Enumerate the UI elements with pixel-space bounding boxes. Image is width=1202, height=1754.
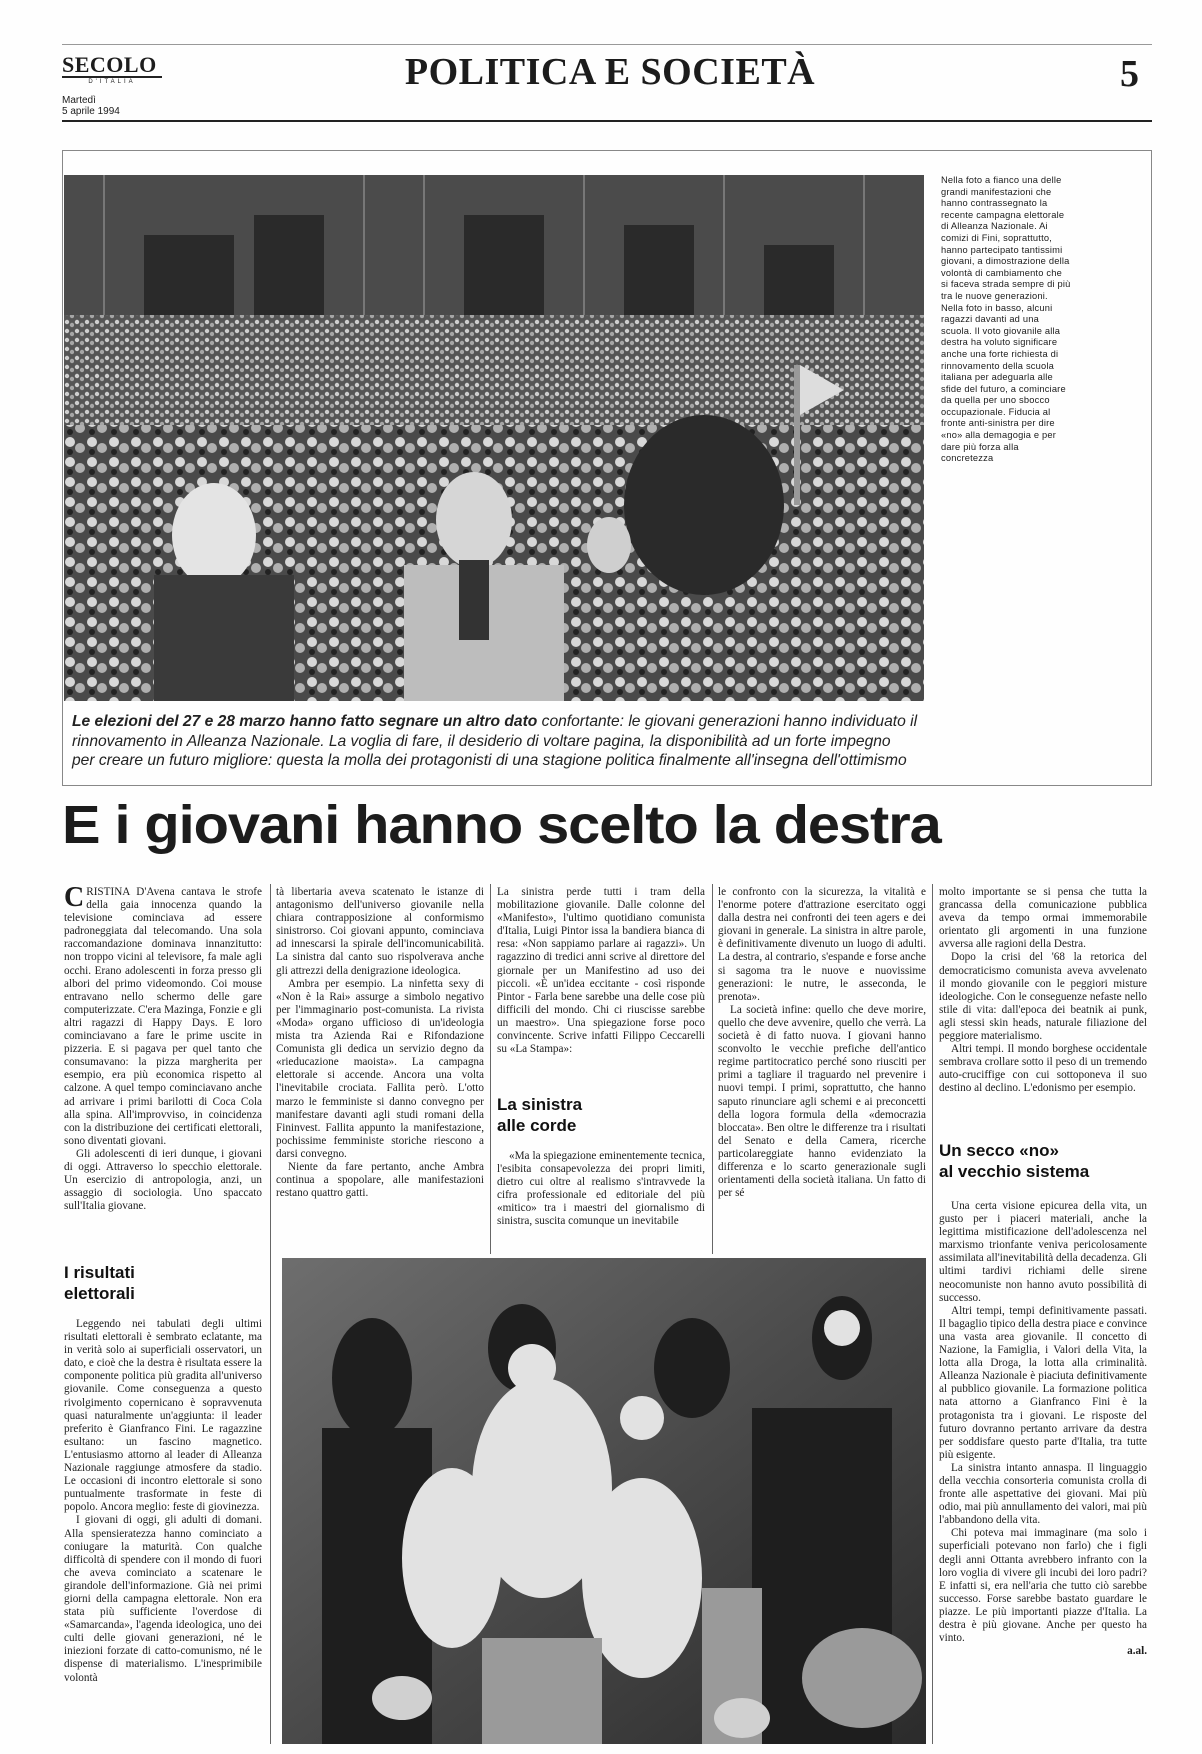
col5-p7: Chi poteva mai immaginare (ma solo i superficiali potevano non farlo) che i figli degli anni Ottanta avrebbero infranto con la loro voglia di vivere gli incubi dei loro padri? E infatti si, era nell'aria che tutto ciò sarebbe successo. Forse sarebbe bastato guardare le piazze. Le più importanti piazze d'Italia. La destra è più giovane. Anche per questo ha vinto. <box>939 1527 1147 1645</box>
column-rule-1 <box>270 884 271 1254</box>
headline: E i giovani hanno scelto la destra <box>62 795 941 855</box>
col4-p1: le confronto con la sicurezza, la vitalità e l'enorme potere d'attrazione esercitato oggi dalla destra nei confronti dei teen agers e dei giovani in generale. La sinistra in altre parole, è definitivamente divenuto un luogo di adulti. La destra, al contrario, s'espande e forse anche si sagoma tra le nuove e nuovissime generazioni: le nutre, le asseconda, le prenota». <box>718 886 926 1003</box>
article-column-4 <box>718 886 926 1248</box>
students-photo-illustration <box>282 1258 926 1744</box>
lede-line3: per creare un futuro migliore: questa la molla dei protagonisti di una stagione politica finalmente all'insegna dell'ottimismo <box>72 752 907 769</box>
subhead-secco <box>939 1140 1089 1182</box>
col4-p2: La società infine: quello che deve morire, quello che deve avvenire, quello che verrà. La società è di fatto nuova. I giovani hanno sconvolto le vecchie prefiche dell'antico regime partitocratico perché sono riusciti per primi a tagliare il traguardo nel prevenire i nuovi tempi. I primi, soprattutto, che hanno saputo rinunciare agli schemi e ai preconcetti della logora formula della «democrazia bloccata». Ben oltre le differenze tra i risultati del Senato e della Camera, ricerche particolareggiate hanno evidenziato la differenza e lo scarto generazionale sugli orientamenti della società italiana. Un fatto di per sé <box>718 1003 926 1200</box>
article-column-5b <box>939 1200 1147 1745</box>
column-rule-3 <box>712 884 713 1254</box>
photo-caption: Nella foto a fianco una delle grandi manifestazioni che hanno contrassegnato la recente campagna elettorale di Alleanza Nazionale. Ai comizi di Fini, soprattutto, hanno partecipato tantissimi giovani, a dimostrazione della volontà di cambiamento che si faceva strada sempre di più tra le nuove generazioni. Nella foto in basso, alcuni ragazzi davanti ad una scuola. Il voto giovanile alla destra ha voluto significare anche una forte richiesta di rinnovamento della scuola italiana per adeguarla alle sfide del futuro, a cominciare da quella per uno sbocco occupazionale. Fiducia al fronte anti-sinistra per dire «no» alla demagogia e per dare più forza alla concretezza <box>941 175 1071 464</box>
lede <box>72 712 1137 771</box>
header-rule <box>62 120 1152 122</box>
signature: a.al. <box>1127 1645 1147 1658</box>
col3-p2: «Ma la spiegazione eminentemente tecnica, l'esibita consapevolezza dei propri limiti, dietro cui oltre al realismo s'intravvede la cifra professionale ed editoriale del più «mitico» tra i maestri del giornalismo di sinistra, suscita comunque un inevitabile <box>497 1150 705 1228</box>
col1b-p2: I giovani di oggi, gli adulti di domani. Alla spensieratezza hanno cominciato a coniugare la maturità. Con qualche difficoltà di spendere con il mondo di fuori che aveva cominciato a scatenare le girandole dell'informazione. Già nei primi giorni della campagna elettorale. Non era stata più sufficiente l'overdose di «Samarcanda», l'agenda ideologica, uno dei culti delle giovani generazioni, né le iniezioni forzate di catto-comunismo, né le dispense di materialismo. L'inesprimibile volontà <box>64 1514 262 1684</box>
col5-p3: Altri tempi. Il mondo borghese occidentale sembrava crollare sotto il peso di un tremendo auto-cruciffige con cui sottoponeva il suo destino al declino. L'edonismo per esempio. <box>939 1043 1147 1095</box>
col1b-p1: Leggendo nei tabulati degli ultimi risultati elettorali è sembrato eclatante, ma in verità solo ai superficiali osservatori, un dato, e cioè che la destra è risultata essere la componente politica più gradita all'universo giovanile. Come conseguenza a questo rivolgimento copernicano è sopravvenuta quasi naturalmente un'aggiunta: il leader preferito è Gianfranco Fini. Le ragazzine esultano: un fascino magnetico. L'entusiasmo attorno al leader di Alleanza Nazionale raggiunge atmosfere da stadio. Le occasioni di incontro elettorale si sono puntualmente trasformate in feste di popolo. Ancora meglio: feste di giovinezza. <box>64 1318 262 1514</box>
article-column-3b <box>497 1150 705 1248</box>
col5-p2: Dopo la crisi del '68 la retorica del democraticismo comunista aveva avvelenato il mondo giovanile con le peggiori misture ideologiche. Con le conseguenze nefaste nello stile di vita: dall'epoca dei beatnik ai punk, agli stessi skin heads, naturale filiazione del peggiore materialismo. <box>939 951 1147 1043</box>
lede-line1: confortante: le giovani generazioni hanno individuato il <box>537 713 918 730</box>
crowd-photo-illustration <box>64 175 924 701</box>
lede-bold: Le elezioni del 27 e 28 marzo hanno fatto segnare un altro dato <box>72 713 538 730</box>
col5-p4: Una certa visione epicurea della vita, un gusto per i piaceri materiali, anche la legittima mistificazione dell'adolescenza nel marxismo trionfante veniva pericolosamente assimilata all'inevitabilità della decadenza. Gli ultimi tardivi richiami delle sirene neocomuniste non hanno avuto possibilità di successo. <box>939 1200 1147 1304</box>
issue-date: 5 aprile 1994 <box>62 106 120 117</box>
issue-day: Martedì <box>62 95 96 106</box>
crowd-photo <box>64 175 924 701</box>
subhead-risultati-line1: I risultati <box>64 1263 135 1282</box>
article-column-5 <box>939 886 1147 1136</box>
subhead-sinistra-line1: La sinistra <box>497 1095 583 1114</box>
subhead-risultati <box>64 1262 135 1304</box>
lede-line2: rinnovamento in Alleanza Nazionale. La voglia di fare, il desiderio di voltare pagina, la disponibilità ad un forte impegno <box>72 732 891 750</box>
page-number: 5 <box>1120 53 1139 95</box>
col2-p1: tà libertaria aveva scatenato le istanze di antagonismo dell'universo giovanile nella chiara contrapposizione al conformismo sinistrorso. Coi giovani appunto, cominciava ad innescarsi la spirale dell'incomunicabilità. La sinistra dal canto suo rispolverava anche gli attrezzi della denigrazione ideologica. <box>276 886 484 977</box>
masthead-title: SECOLO <box>62 54 162 78</box>
article-column-1 <box>64 886 262 1246</box>
subhead-sinistra-line2: alle corde <box>497 1116 577 1135</box>
col5-p5: Altri tempi, tempi definitivamente passati. Il bagaglio tipico della destra piace e convince una vasta area giovanile. Il concetto di Nazione, la Famiglia, i Valori della Vita, la lotta alla Droga, la lotta alla criminalità. Alleanza Nazionale è piaciuta definitivamente al pubblico giovanile. La formazione politica nata attorno a Gianfranco Fini è la protagonista tra i giovani. Le risposte del futuro dovranno pertanto arrivare da destra per soddisfare questo parte d'Italia, tra tutte più esigente. <box>939 1304 1147 1461</box>
drop-cap: C <box>64 886 85 913</box>
col5-p1: molto importante se si pensa che tutta la grancassa della comunicazione pubblica aveva da tempo ormai immemorabile orientato gli argomenti in una funzione avversa alle ragioni della Destra. <box>939 886 1147 951</box>
article-column-2 <box>276 886 484 1248</box>
column-rule-2 <box>490 884 491 1254</box>
subhead-sinistra <box>497 1094 582 1136</box>
col3-p1: La sinistra perde tutti i tram della mobilitazione giovanile. Dalle colonne del «Manifesto», l'ultimo quotidiano comunista d'Italia, Luigi Pintor issa la bandiera bianca di resa: «Non sappiamo parlare ai ragazzi». Un ragazzino di tredici anni scrive al direttore del giornale per un Manifestino ad uso dei piccoli. «È un'idea eccitante - così risponde Pintor - Farla bene sarebbe una delle cose più difficili del mondo. Chi ci riuscisse sarebbe un maestro». Una spiegazione forse poco convincente. Scrive infatti Filippo Ceccarelli su «La Stampa»: <box>497 886 705 1056</box>
subhead-secco-line2: al vecchio sistema <box>939 1162 1090 1181</box>
students-photo <box>282 1258 926 1744</box>
header-top-rule <box>62 44 1152 45</box>
masthead-logo <box>62 54 162 86</box>
article-column-1b <box>64 1318 262 1748</box>
subhead-secco-line1: Un secco «no» <box>939 1141 1059 1160</box>
column-rule-left-lower <box>270 1254 271 1744</box>
col2-p2: Ambra per esempio. La ninfetta sexy di «Non è la Rai» assurge a simbolo negativo per l'immaginario post-comunista. La rivista «Moda» organo ufficioso di un'ideologia mista tra Azienda Rai e Rifondazione Comunista gli dedica un servizio degno da «rieducazione maoista». La campagna elettorale si accende. Ancora una volta l'inevitabile crociata. Fallita però. L'otto marzo le femministe si danno convegno per manifestare davanti agli studi romani della Fininvest. Fallita appunto la manifestazione, pochissime femministe storiche riescono a darsi convegno. <box>276 977 484 1160</box>
col2-p3: Niente da fare pertanto, anche Ambra continua a spopolare, alle manifestazioni restano quattro gatti. <box>276 1160 484 1200</box>
section-title: POLITICA E SOCIETÀ <box>404 51 816 93</box>
col1-p1: RISTINA D'Avena cantava le strofe della gaia innocenza quando la televisione cominciava ad essere padroneggiata dal telecomando. Una sola raccomandazione dominava innanzitutto: non troppo vicini al televisore, fa male agli occhi. Erano adolescenti in forza presso gli albori del primo videomondo. Coi mouse entravano nello schermo delle gare computerizzate. C'era Mazinga, Fonzie e gli altri ragazzi di Happy Days. E loro cominciavano a fare le prime uscite in pizzeria. E si pagava per quel tanto che consumavano: la pizza margherita per esempio, era più economica rispetto al calzone. A quel tempo cominciavano anche ad arrivare i primi barilotti di Coca Cola alla spina. All'improvviso, in coincidenza con la distribuzione dei certificati elettorali, sono diventati giovani. <box>64 886 262 1147</box>
column-rule-4 <box>932 884 933 1744</box>
masthead-subtitle: D'ITALIA <box>88 79 136 85</box>
col5-p6: La sinistra intanto annaspa. Il linguaggio della vecchia consorteria comunista crolla di fronte alle aspettative dei giovani. Mai più odio, mai più annullamento dei valori, mai più l'abbandono della vita. <box>939 1461 1147 1527</box>
subhead-risultati-line2: elettorali <box>64 1284 135 1303</box>
article-column-3 <box>497 886 705 1086</box>
col1-p2: Gli adolescenti di ieri dunque, i giovani di oggi. Attraverso lo specchio elettorale. Un esercizio di antropologia, anzi, un assaggio di sociologia. Uno spaccato sull'Italia giovane. <box>64 1147 262 1213</box>
